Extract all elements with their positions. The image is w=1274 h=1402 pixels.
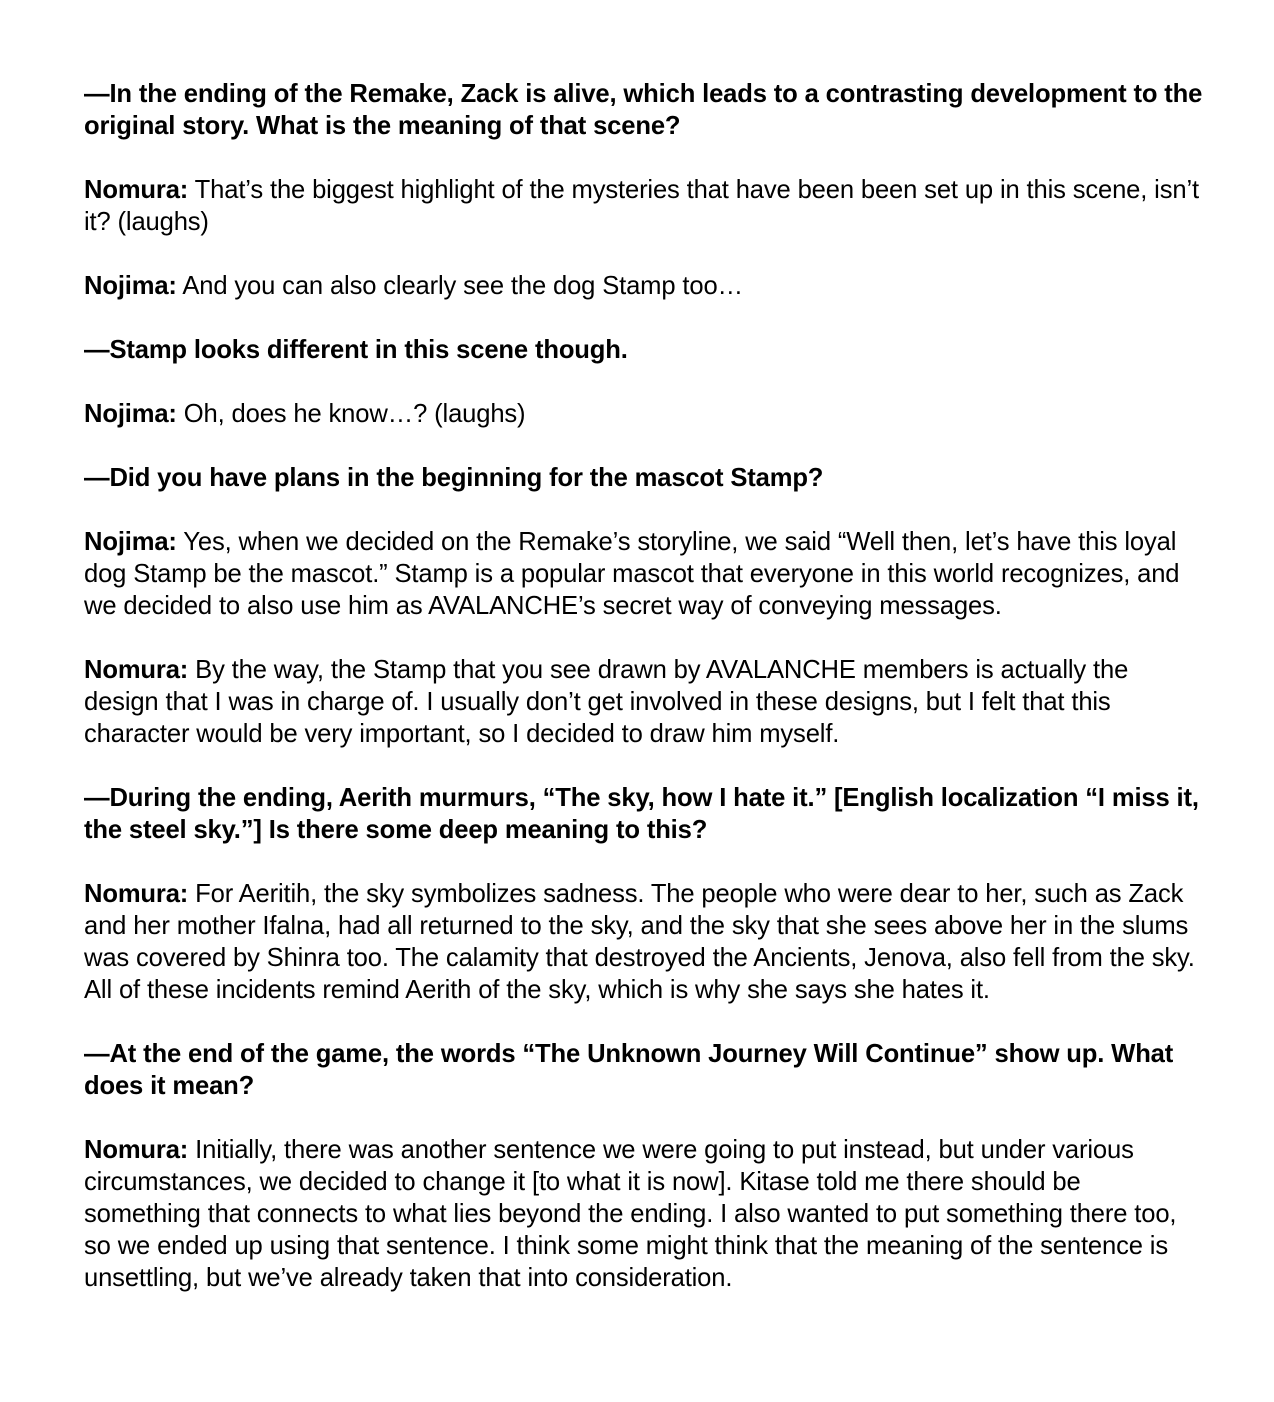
answer-text: And you can also clearly see the dog Stamp too… [176,272,743,300]
speaker-label: Nomura: [84,1136,189,1164]
speaker-label: Nojima: [84,528,177,556]
speaker-label: Nomura: [84,656,189,684]
answer-paragraph [84,654,1204,750]
question-paragraph: —During the ending, Aerith murmurs, “The sky, how I hate it.” [English localization “I miss it, the steel sky.”] Is there some deep meaning to this? [84,784,1199,844]
speaker-label: Nojima: [84,272,177,300]
answer-paragraph [84,398,1204,430]
question-paragraph: —Stamp looks different in this scene though. [84,336,628,364]
answer-paragraph [84,526,1204,622]
answer-paragraph [84,1134,1204,1294]
answer-paragraph [84,878,1204,1006]
interview-document [84,78,1204,1326]
question-paragraph: —Did you have plans in the beginning for the mascot Stamp? [84,464,824,492]
question-paragraph: —At the end of the game, the words “The Unknown Journey Will Continue” show up. What does it mean? [84,1040,1174,1100]
answer-paragraph [84,270,1204,302]
answer-text: For Aeritih, the sky symbolizes sadness. The people who were dear to her, such as Zack and her mother Ifalna, had all returned to the sky, and the sky that she sees above her in the slums was covered by Shinra too. The calamity that destroyed the Ancients, Jenova, also fell from the sky. All of these incidents remind Aerith of the sky, which is why she says she hates it. [84,880,1195,1004]
question-paragraph: —In the ending of the Remake, Zack is alive, which leads to a contrasting development to the original story. What is the meaning of that scene? [84,80,1203,140]
answer-text: Yes, when we decided on the Remake’s storyline, we said “Well then, let’s have this loyal dog Stamp be the mascot.” Stamp is a popular mascot that everyone in this world recognizes, and we decided to also use him as AVALANCHE’s secret way of conveying messages. [84,528,1180,620]
answer-text: Oh, does he know…? (laughs) [176,400,526,428]
answer-text: By the way, the Stamp that you see drawn by AVALANCHE members is actually the design that I was in charge of. I usually don’t get involved in these designs, but I felt that this character would be very important, so I decided to draw him myself. [84,656,1129,748]
answer-text: That’s the biggest highlight of the mysteries that have been been set up in this scene, isn’t it? (laughs) [84,176,1199,236]
answer-paragraph [84,174,1204,238]
answer-text: Initially, there was another sentence we were going to put instead, but under various circumstances, we decided to change it [to what it is now]. Kitase told me there should be something that connects to what lies beyond the ending. I also wanted to put something there too, so we ended up using that sentence. I think some might think that the meaning of the sentence is unsettling, but we’ve already taken that into consideration. [84,1136,1177,1292]
speaker-label: Nomura: [84,880,189,908]
speaker-label: Nojima: [84,400,177,428]
speaker-label: Nomura: [84,176,189,204]
